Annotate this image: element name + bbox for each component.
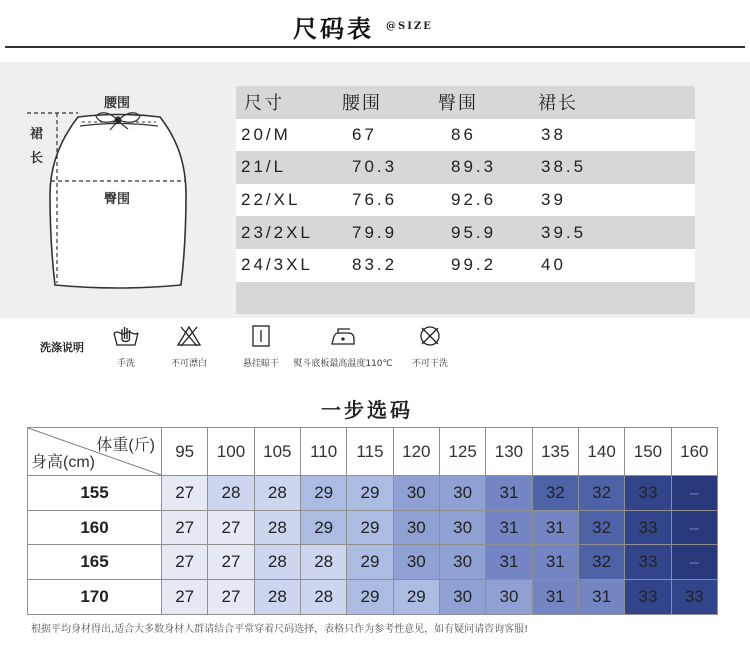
height-row [28, 510, 718, 545]
size-cell: 27 [208, 545, 254, 580]
weight-axis-label: 体重(斤) [96, 437, 155, 454]
size-cell: 31 [486, 545, 532, 580]
no-dry-clean-icon [416, 324, 444, 348]
hang-dry-icon [247, 324, 275, 348]
size-table-empty-row [236, 282, 695, 315]
size-table-cell: 67 [352, 124, 377, 144]
size-table-cell: 38.5 [541, 157, 587, 177]
size-cell: – [671, 510, 717, 545]
corner-header-cell [28, 428, 162, 476]
size-cell: 28 [300, 580, 346, 615]
size-table-cell: 40 [541, 255, 566, 275]
weight-header-row [28, 428, 718, 476]
size-cell: 32 [578, 510, 624, 545]
size-cell: 29 [300, 510, 346, 545]
size-table-cell: 39.5 [541, 222, 587, 242]
weight-header: 135 [532, 428, 578, 476]
page-subtitle: @SIZE [386, 21, 433, 32]
size-table-cell: 70.3 [352, 157, 398, 177]
size-cell: 29 [347, 510, 393, 545]
size-cell: 27 [208, 580, 254, 615]
size-table-empty-cell [432, 282, 530, 315]
size-cell: 30 [393, 476, 439, 511]
no-bleach-icon [175, 324, 203, 348]
size-finder-title: 一步选码 [321, 398, 413, 422]
size-cell: 30 [439, 545, 485, 580]
size-cell: 32 [578, 545, 624, 580]
size-table-row [236, 249, 695, 282]
size-table-row [236, 119, 695, 152]
size-cell: 31 [532, 510, 578, 545]
weight-header: 160 [671, 428, 717, 476]
height-label: 155 [28, 476, 162, 511]
size-cell: 31 [578, 580, 624, 615]
size-cell: 27 [162, 510, 208, 545]
care-title: 洗涤说明 [40, 341, 84, 354]
size-cell: 31 [486, 476, 532, 511]
size-table-cell: 76.6 [352, 190, 398, 210]
size-cell: 27 [208, 510, 254, 545]
size-table-header: 尺寸 [244, 93, 284, 114]
care-label: 不可干洗 [411, 359, 448, 369]
size-cell: 29 [347, 580, 393, 615]
weight-header: 115 [347, 428, 393, 476]
size-table-cell: 89.3 [451, 157, 497, 177]
care-label: 不可漂白 [170, 359, 207, 369]
care-label: 悬挂晾干 [242, 359, 279, 369]
size-table-empty-cell [530, 282, 695, 315]
size-table-cell: 21/L [241, 157, 287, 177]
height-axis-label: 身高(cm) [31, 454, 95, 471]
height-row [28, 580, 718, 615]
size-table-cell: 86 [451, 124, 476, 144]
size-cell: 29 [347, 476, 393, 511]
size-cell: 27 [162, 476, 208, 511]
weight-header: 130 [486, 428, 532, 476]
size-table-cell: 95.9 [451, 222, 497, 242]
size-cell: 27 [162, 580, 208, 615]
weight-header: 105 [254, 428, 300, 476]
size-cell: 30 [393, 510, 439, 545]
size-cell: 33 [625, 510, 671, 545]
height-row [28, 545, 718, 580]
waist-label: 腰围 [104, 96, 131, 111]
size-cell: 31 [532, 545, 578, 580]
weight-header: 100 [208, 428, 254, 476]
size-table-cell: 39 [541, 190, 566, 210]
size-cell: 28 [300, 545, 346, 580]
size-table-cell: 99.2 [451, 255, 497, 275]
care-instructions [0, 318, 750, 378]
size-finder-table [27, 427, 718, 615]
size-table-empty-cell [334, 282, 432, 315]
size-table-cell: 83.2 [352, 255, 398, 275]
size-cell: 33 [625, 476, 671, 511]
size-cell: 28 [254, 545, 300, 580]
size-cell: 27 [162, 545, 208, 580]
size-table-row [236, 151, 695, 184]
size-table-header: 腰围 [342, 93, 382, 114]
size-cell: – [671, 476, 717, 511]
height-label: 170 [28, 580, 162, 615]
weight-header: 95 [162, 428, 208, 476]
size-cell: 28 [254, 476, 300, 511]
size-cell: 29 [300, 476, 346, 511]
size-table-header-row [236, 86, 695, 119]
height-label: 160 [28, 510, 162, 545]
size-cell: 31 [486, 510, 532, 545]
footer-note: 根据平均身材得出,适合大多数身材人群请结合平常穿着尺码选择，表格只作为参考性意见，如有疑问请咨询客服! [31, 624, 529, 635]
size-table-row [236, 216, 695, 249]
care-item [375, 324, 485, 374]
size-cell: 33 [625, 580, 671, 615]
length-label-bottom: 长 [30, 151, 44, 166]
size-table-cell: 38 [541, 124, 566, 144]
size-cell: 31 [532, 580, 578, 615]
size-cell: 30 [439, 510, 485, 545]
size-cell: 30 [439, 580, 485, 615]
size-table-cell: 92.6 [451, 190, 497, 210]
size-cell: 29 [347, 545, 393, 580]
size-table-header: 臀围 [438, 93, 478, 114]
size-table-cell: 23/2XL [241, 222, 313, 242]
size-cell: 28 [254, 580, 300, 615]
size-cell: 32 [578, 476, 624, 511]
weight-header: 125 [439, 428, 485, 476]
weight-header: 110 [300, 428, 346, 476]
size-cell: 30 [486, 580, 532, 615]
size-cell: – [671, 545, 717, 580]
size-cell: 30 [439, 476, 485, 511]
weight-header: 140 [578, 428, 624, 476]
size-table-cell: 79.9 [352, 222, 398, 242]
hip-label: 臀围 [104, 192, 131, 207]
iron-icon [329, 324, 357, 348]
size-table-header: 裙长 [538, 93, 578, 114]
size-table-cell: 24/3XL [241, 255, 313, 275]
size-table-cell: 20/M [241, 124, 291, 144]
care-label: 手洗 [116, 359, 135, 369]
length-label-top: 裙 [30, 127, 44, 142]
size-cell: 32 [532, 476, 578, 511]
title-divider [5, 46, 745, 48]
weight-header: 150 [625, 428, 671, 476]
size-table-empty-cell [236, 282, 334, 315]
size-cell: 33 [625, 545, 671, 580]
height-label: 165 [28, 545, 162, 580]
size-cell: 29 [393, 580, 439, 615]
size-cell: 30 [393, 545, 439, 580]
size-cell: 28 [254, 510, 300, 545]
weight-header: 120 [393, 428, 439, 476]
size-table [236, 86, 695, 314]
size-cell: 28 [208, 476, 254, 511]
size-table-cell: 22/XL [241, 190, 301, 210]
size-cell: 33 [671, 580, 717, 615]
page-title: 尺码表 [293, 14, 374, 43]
size-table-row [236, 184, 695, 217]
measurement-section [0, 62, 750, 318]
care-label: 熨斗底板最高温度110℃ [293, 359, 393, 369]
height-row [28, 476, 718, 511]
